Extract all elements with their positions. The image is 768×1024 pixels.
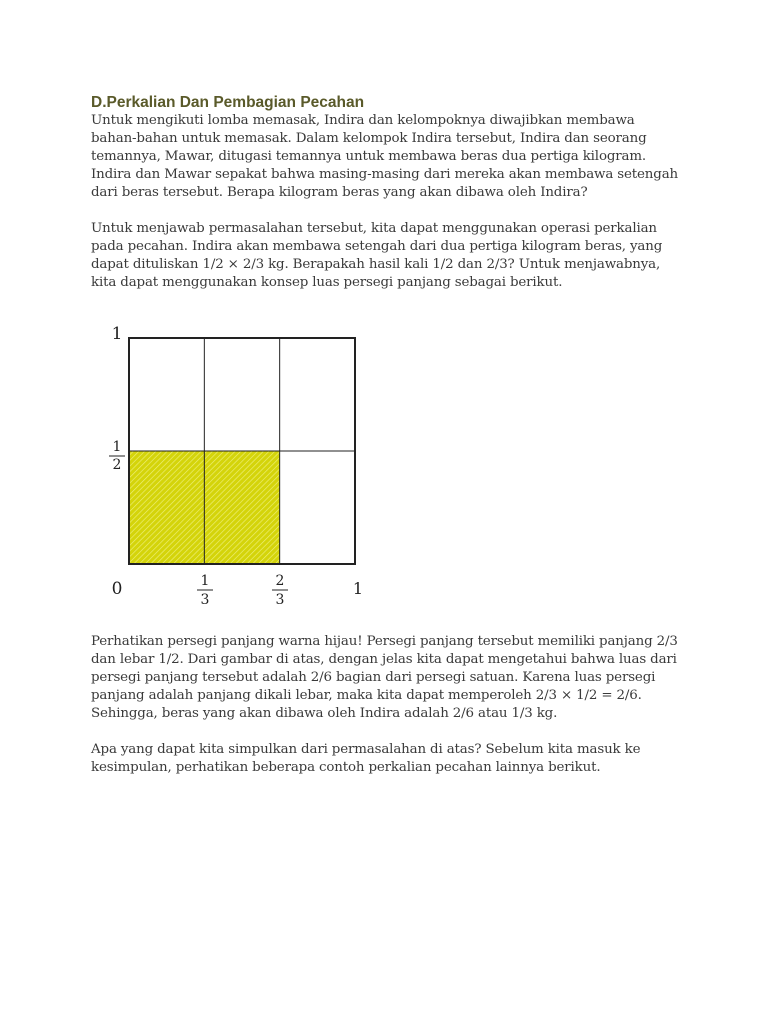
text-line: Indira dan Mawar sepakat bahwa masing-masing dari mereka akan membawa setengah	[91, 167, 678, 182]
x-label-two-thirds-numerator: 2	[275, 573, 285, 589]
paragraph-problem	[91, 112, 691, 202]
text-line: panjang adalah panjang dikali lebar, maka kita dapat memperoleh 2/3 × 1/2 = 2/6.	[91, 688, 642, 703]
y-label-half-numerator: 1	[112, 439, 122, 455]
text-line: pada pecahan. Indira akan membawa setengah dari dua pertiga kilogram beras, yang	[91, 239, 663, 254]
text-line: dari beras tersebut. Berapa kilogram beras yang akan dibawa oleh Indira?	[91, 185, 588, 200]
text-line: bahan-bahan untuk memasak. Dalam kelompok Indira tersebut, Indira dan seorang	[91, 131, 647, 146]
y-axis-label-one: 1	[111, 324, 123, 344]
fraction-area-svg	[100, 320, 380, 620]
text-line: kesimpulan, perhatikan beberapa contoh perkalian pecahan lainnya berikut.	[91, 760, 601, 775]
text-line: dapat dituliskan 1/2 × 2/3 kg. Berapakah hasil kali 1/2 dan 2/3? Untuk menjawabnya,	[91, 257, 661, 272]
x-label-third-denominator: 3	[200, 592, 210, 608]
x-label-third-numerator: 1	[200, 573, 210, 589]
paragraph-approach	[91, 220, 691, 292]
paragraph-conclusion-intro	[91, 741, 711, 777]
text-line: Perhatikan persegi panjang warna hijau! Persegi panjang tersebut memiliki panjang 2/3	[91, 634, 678, 649]
y-label-half-denominator: 2	[112, 457, 122, 473]
document-continuation	[91, 633, 711, 777]
text-line: dan lebar 1/2. Dari gambar di atas, dengan jelas kita dapat mengetahui bahwa luas dari	[91, 652, 677, 667]
document-page	[91, 93, 691, 292]
x-label-two-thirds-denominator: 3	[275, 592, 285, 608]
paragraph-explanation	[91, 633, 711, 723]
text-line: Sehingga, beras yang akan dibawa oleh Indira adalah 2/6 atau 1/3 kg.	[91, 706, 558, 721]
fraction-area-diagram	[100, 320, 380, 620]
text-line: Untuk menjawab permasalahan tersebut, kita dapat menggunakan operasi perkalian	[91, 221, 657, 236]
text-line: Untuk mengikuti lomba memasak, Indira dan kelompoknya diwajibkan membawa	[91, 113, 635, 128]
text-line: kita dapat menggunakan konsep luas persegi panjang sebagai berikut.	[91, 275, 563, 290]
x-axis-label-one: 1	[352, 579, 364, 598]
section-title: D.Perkalian Dan Pembagian Pecahan	[91, 94, 365, 111]
origin-label: 0	[111, 579, 123, 599]
text-line: Apa yang dapat kita simpulkan dari permasalahan di atas? Sebelum kita masuk ke	[91, 742, 641, 757]
text-line: persegi panjang tersebut adalah 2/6 bagian dari persegi satuan. Karena luas persegi	[91, 670, 656, 685]
text-line: temannya, Mawar, ditugasi temannya untuk membawa beras dua pertiga kilogram.	[91, 149, 647, 164]
